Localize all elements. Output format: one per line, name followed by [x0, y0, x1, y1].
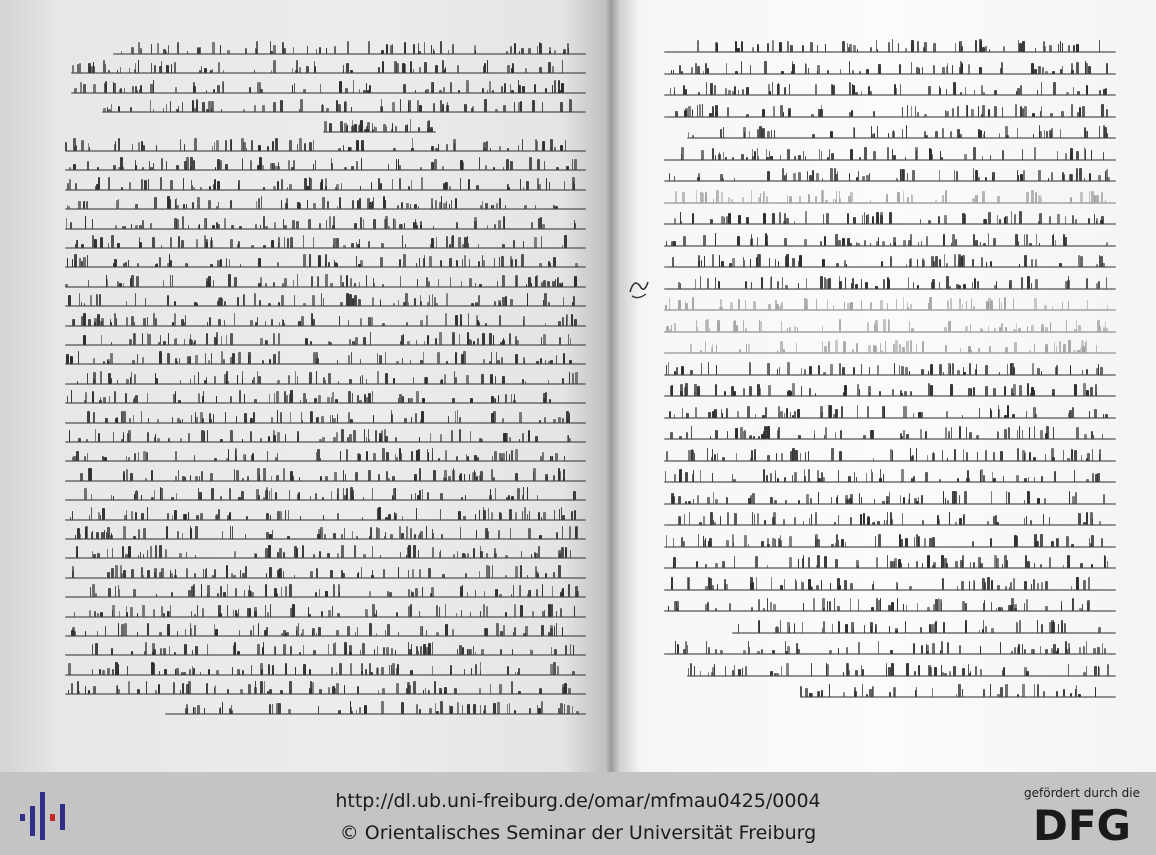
handwritten-line: [65, 488, 586, 504]
handwritten-line: [664, 449, 1116, 465]
handwritten-line: [65, 411, 586, 427]
left-page: [0, 0, 612, 772]
handwritten-line: [65, 294, 586, 310]
dfg-funding-block: [1020, 786, 1144, 846]
handwritten-line: [664, 363, 1116, 379]
handwritten-line: [65, 585, 586, 601]
handwritten-line: [664, 62, 1116, 78]
handwritten-line: [65, 469, 586, 485]
handwritten-line: [65, 527, 586, 543]
handwritten-line: [664, 320, 1116, 336]
handwritten-line: [664, 384, 1116, 400]
handwritten-line: [664, 470, 1116, 486]
right-page-text-block: [664, 40, 1116, 710]
handwritten-line: [664, 513, 1116, 529]
handwritten-line: [65, 255, 586, 271]
handwritten-line: [65, 391, 586, 407]
funded-by-label: gefördert durch die: [1024, 786, 1140, 800]
handwritten-line: [664, 492, 1116, 508]
handwritten-line: [65, 139, 586, 155]
handwritten-line: [102, 100, 586, 116]
right-page: [614, 0, 1156, 772]
book-gutter: [604, 0, 620, 772]
handwritten-line: [65, 333, 586, 349]
document-url-line: [0, 790, 1156, 812]
handwritten-line: [664, 298, 1116, 314]
handwritten-line: [165, 702, 586, 718]
handwritten-line: [664, 341, 1116, 357]
handwritten-line: [65, 430, 586, 446]
handwritten-line: [65, 449, 586, 465]
handwritten-line: [800, 685, 1116, 701]
handwritten-line: [664, 40, 1116, 56]
handwritten-line: [65, 663, 586, 679]
handwritten-line: [664, 535, 1116, 551]
handwritten-line: [664, 148, 1116, 164]
handwritten-line: [732, 621, 1116, 637]
handwritten-line: [664, 427, 1116, 443]
handwritten-line: [65, 275, 586, 291]
handwritten-line: [664, 191, 1116, 207]
handwritten-line: [664, 406, 1116, 422]
handwritten-line: [65, 158, 586, 174]
handwritten-line: [664, 105, 1116, 121]
handwritten-line: [65, 236, 586, 252]
handwritten-line: [664, 556, 1116, 572]
handwritten-line: [65, 624, 586, 640]
dfg-logo-icon: [1023, 804, 1141, 844]
handwritten-line: [664, 83, 1116, 99]
handwritten-line: [664, 255, 1116, 271]
handwritten-line: [664, 599, 1116, 615]
handwritten-line: [664, 277, 1116, 293]
handwritten-line: [664, 642, 1116, 658]
left-page-text-block: [60, 42, 586, 722]
viewer-footer: [0, 772, 1156, 855]
handwritten-line: [65, 508, 586, 524]
handwritten-line: [664, 578, 1116, 594]
handwritten-line: [65, 197, 586, 213]
document-url-link[interactable]: http://dl.ub.uni-freiburg.de/omar/mfmau0425/0004: [335, 790, 821, 812]
handwritten-line: [65, 643, 586, 659]
margin-annotation: [626, 272, 652, 302]
handwritten-line: [65, 546, 586, 562]
handwritten-line: [65, 178, 586, 194]
handwritten-line: [65, 217, 586, 233]
dfg-logo-text: DFG: [1032, 804, 1132, 844]
handwritten-line: [687, 664, 1116, 680]
handwritten-line: [113, 42, 586, 58]
handwritten-line: [71, 61, 586, 77]
handwritten-line: [71, 81, 586, 97]
handwritten-line: [323, 120, 436, 136]
handwritten-line: [65, 682, 586, 698]
handwritten-line: [65, 352, 586, 368]
handwritten-line: [687, 126, 1116, 142]
handwritten-line: [65, 566, 586, 582]
handwritten-line: [664, 234, 1116, 250]
handwritten-line: [65, 372, 586, 388]
handwritten-line: [65, 314, 586, 330]
handwritten-line: [664, 169, 1116, 185]
copyright-notice: © Orientalisches Seminar der Universität Freiburg: [339, 822, 817, 844]
handwritten-line: [664, 212, 1116, 228]
handwritten-line: [65, 605, 586, 621]
